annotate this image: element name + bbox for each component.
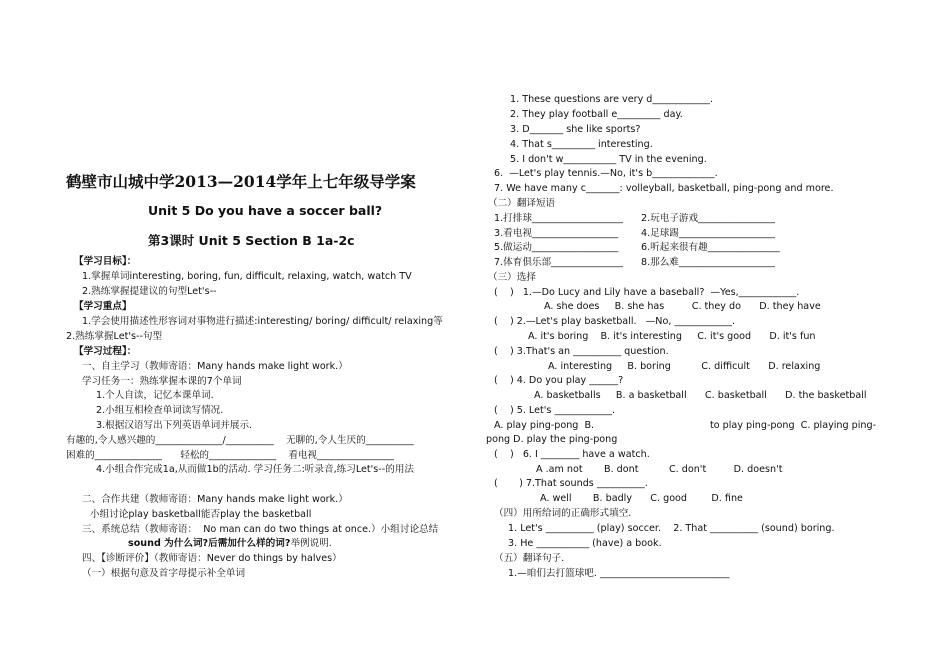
translation-item: 1.—咱们去打篮球吧. ___________________________ bbox=[508, 568, 730, 579]
lesson-title: 第3课时 Unit 5 Section B 1a-2c bbox=[148, 233, 355, 248]
choice-question: ( ) 5. Let's ____________. bbox=[494, 405, 616, 416]
phrase-item: 6.听起来很有趣_______________ bbox=[641, 242, 780, 253]
choice-options: A .am not B. dont C. don't D. doesn't bbox=[536, 464, 783, 475]
word-blanks: 困难的______________ 轻松的______________ 看电视________________ bbox=[66, 450, 394, 461]
phrase-item: 7.体育俱乐部_______________ bbox=[494, 257, 624, 268]
choice-question: ( ) 1.—Do Lucy and Lily have a baseball? —Yes,____________. bbox=[494, 287, 800, 298]
choice-question: ( ) 2.—Let's play basketball. —No, ____________. bbox=[494, 316, 736, 327]
phrase-item: 8.那么难____________________ bbox=[641, 257, 775, 268]
section-text-plain: 举例说明. bbox=[290, 538, 332, 549]
choice-options: A. she does B. she has C. they do D. they have bbox=[544, 301, 821, 312]
choice-options: to play ping-pong C. playing ping- bbox=[710, 420, 877, 431]
exercise-heading: （五）翻译句子. bbox=[494, 553, 565, 564]
task-step: 4.小组合作完成1a,从而做1b的活动. 学习任务二:听录音,练习Let's--的用法 bbox=[96, 464, 415, 475]
choice-options: pong D. play the ping-pong bbox=[486, 434, 618, 445]
choice-question: ( ) 6. I ________ have a watch. bbox=[494, 449, 650, 460]
focus-item: 1.学会使用描述性形容词对事物进行描述:interesting/ boring/ difficult/ relaxing等 bbox=[82, 316, 443, 327]
goal-item: 1.掌握单词interesting, boring, fun, difficult, relaxing, watch, watch TV bbox=[82, 271, 412, 282]
exercise-heading: （一）根据句意及首字母提示补全单词 bbox=[82, 568, 246, 579]
section-heading: 四、【诊断评价】（教师寄语：Never do things by halves） bbox=[82, 553, 342, 564]
task-step: 1.个人自读，记忆本课单词. bbox=[96, 390, 214, 401]
task-step: 3.根据汉语写出下列英语单词并展示. bbox=[96, 420, 253, 431]
choice-options: A. interesting B. boring C. difficult D. relaxing bbox=[548, 361, 821, 372]
verb-form-item: 3. He ___________ (have) a book. bbox=[508, 538, 662, 549]
choice-options: A. it's boring B. it's interesting C. it's good D. it's fun bbox=[528, 331, 816, 342]
section-heading: 二、合作共建（教师寄语：Many hands make light work.） bbox=[82, 494, 348, 505]
phrase-item: 5.做运动__________________ bbox=[494, 242, 619, 253]
fill-item: 7. We have many c_______: volleyball, basketball, ping-pong and more. bbox=[494, 183, 834, 194]
section-heading: 一、自主学习（教师寄语：Many hands make light work.） bbox=[82, 361, 348, 372]
fill-item: 3. D_______ she like sports? bbox=[510, 124, 641, 135]
section-text-bold: sound 为什么词?后需加什么样的词? bbox=[128, 538, 291, 549]
fill-item: 5. I don't w___________ TV in the evening. bbox=[510, 154, 707, 165]
fill-item: 4. That s_________ interesting. bbox=[510, 139, 653, 150]
goal-item: 2.熟练掌握提建议的句型Let's-- bbox=[82, 286, 217, 297]
fill-item: 6. —Let's play tennis.—No, it's b_____________. bbox=[494, 168, 718, 179]
choice-question: ( ) 3.That's an __________ question. bbox=[494, 346, 669, 357]
phrase-item: 1.打排球___________________ bbox=[494, 213, 624, 224]
exercise-heading: （二）翻译短语 bbox=[488, 198, 556, 209]
exercise-heading: （三）选择 bbox=[488, 272, 536, 283]
focus-item: 2.熟练掌握Let's--句型 bbox=[66, 331, 163, 342]
fill-item: 1. These questions are very d____________. bbox=[510, 94, 714, 105]
phrase-item: 3.看电视__________________ bbox=[494, 228, 619, 239]
focus-heading: 【学习重点】 bbox=[74, 301, 132, 312]
section-text bbox=[128, 538, 332, 550]
choice-options: A. basketballs B. a basketball C. basketball D. the basketball bbox=[534, 390, 867, 401]
phrase-item: 2.玩电子游戏________________ bbox=[641, 213, 775, 224]
word-blanks: 有趣的,令人感兴趣的______________/__________ 无聊的,令人生厌的__________ bbox=[66, 435, 414, 446]
exercise-heading: （四）用所给词的正确形式填空. bbox=[494, 508, 632, 519]
choice-question: ( ) 4. Do you play ______? bbox=[494, 375, 624, 386]
unit-title: Unit 5 Do you have a soccer ball? bbox=[148, 203, 383, 218]
task-step: 2.小组互相检查单词读写情况. bbox=[96, 405, 224, 416]
phrase-item: 4.足球踢____________________ bbox=[641, 228, 775, 239]
verb-form-item: 1. Let's __________ (play) soccer. 2. That __________ (sound) boring. bbox=[508, 523, 835, 534]
choice-options: A. well B. badly C. good D. fine bbox=[540, 493, 743, 504]
process-heading: 【学习过程】： bbox=[74, 346, 137, 357]
choice-question: ( ) 7.That sounds __________. bbox=[494, 478, 648, 489]
worksheet-title: 鹤壁市山城中学2013—2014学年上七年级导学案 bbox=[66, 172, 416, 191]
fill-item: 2. They play football e_________ day. bbox=[510, 109, 683, 120]
task-heading: 学习任务一：熟练掌握本课的7个单词 bbox=[82, 376, 242, 387]
section-heading: 三、系统总结（教师寄语： No man can do two things at once.）小组讨论总结 bbox=[82, 524, 439, 535]
choice-options: A. play ping-pong B. bbox=[494, 420, 595, 431]
section-text: 小组讨论play basketball能否play the basketball bbox=[90, 509, 312, 520]
goals-heading: 【学习目标】： bbox=[74, 256, 137, 267]
